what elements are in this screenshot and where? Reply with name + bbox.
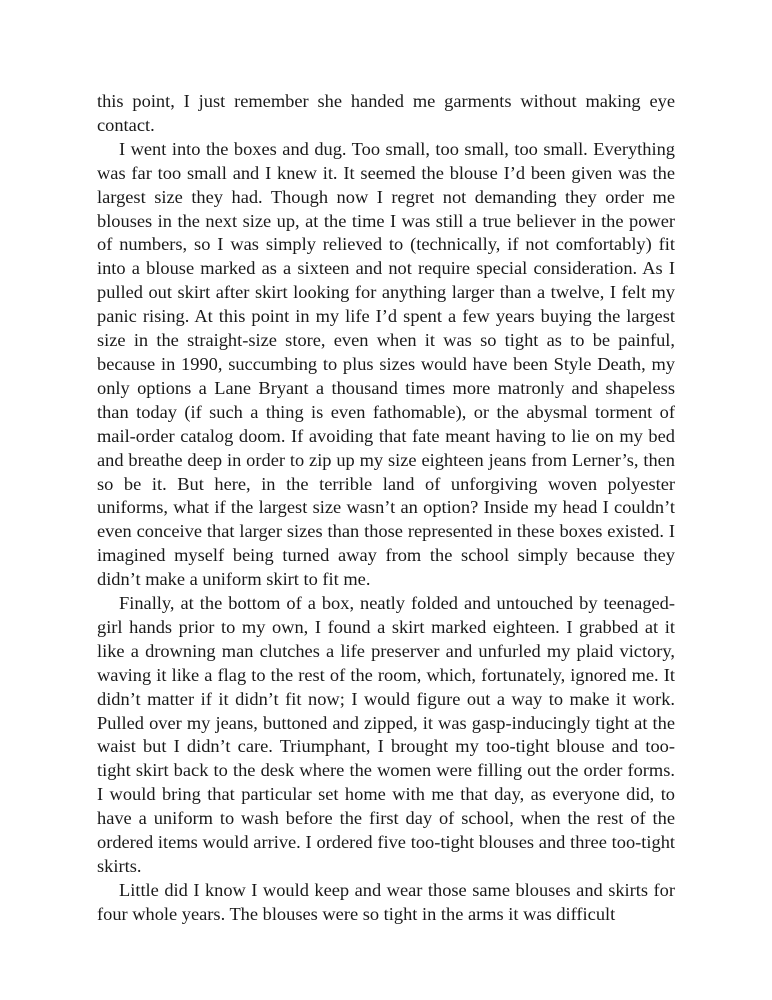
paragraph-3: Finally, at the bottom of a box, neatly folded and untouched by teenaged-girl hands prior to my own, I found a skirt marked eighteen. I grabbed at it like a drowning man clutches a life preserver and unfurled my plaid victory, waving it like a flag to the rest of the room, which, fortunately, ignored me. It didn’t matter if it didn’t fit now; I would figure out a way to make it work. Pulled over my jeans, buttoned and zipped, it was gasp-inducingly tight at the waist but I didn’t care. Triumphant, I brought my too-tight blouse and too-tight skirt back to the desk where the women were filling out the order forms. I would bring that particular set home with me that day, as everyone did, to have a uniform to wash before the first day of school, when the rest of the ordered items would arrive. I ordered five too-tight blouses and three too-tight skirts. <box>97 593 675 876</box>
paragraph-2: I went into the boxes and dug. Too small, too small, too small. Everything was far too small and I knew it. It seemed the blouse I’d been given was the largest size they had. Though now I regret not demanding they order me blouses in the next size up, at the time I was still a true believer in the power of numbers, so I was simply relieved to (technically, if not comfortably) fit into a blouse marked as a sixteen and not require special consideration. As I pulled out skirt after skirt looking for anything larger than a twelve, I felt my panic rising. At this point in my life I’d spent a few years buying the largest size in the straight-size store, even when it was so tight as to be painful, because in 1990, succumbing to plus sizes would have been Style Death, my only options a Lane Bryant a thousand times more matronly and shapeless than today (if such a thing is even fathomable), or the abysmal torment of mail-order catalog doom. If avoiding that fate meant having to lie on my bed and breathe deep in order to zip up my size eighteen jeans from Lerner’s, then so be it. But here, in the terrible land of unforgiving woven polyester uniforms, what if the largest size wasn’t an option? Inside my head I couldn’t even conceive that larger sizes than those represented in these boxes existed. I imagined myself being turned away from the school simply because they didn’t make a uniform skirt to fit me. <box>97 138 675 590</box>
paragraph-4: Little did I know I would keep and wear those same blouses and skirts for four whole years. The blouses were so tight in the arms it was difficult <box>97 879 675 924</box>
body-text <box>97 90 675 927</box>
paragraph-1: this point, I just remember she handed me garments without making eye contact. <box>97 91 675 135</box>
